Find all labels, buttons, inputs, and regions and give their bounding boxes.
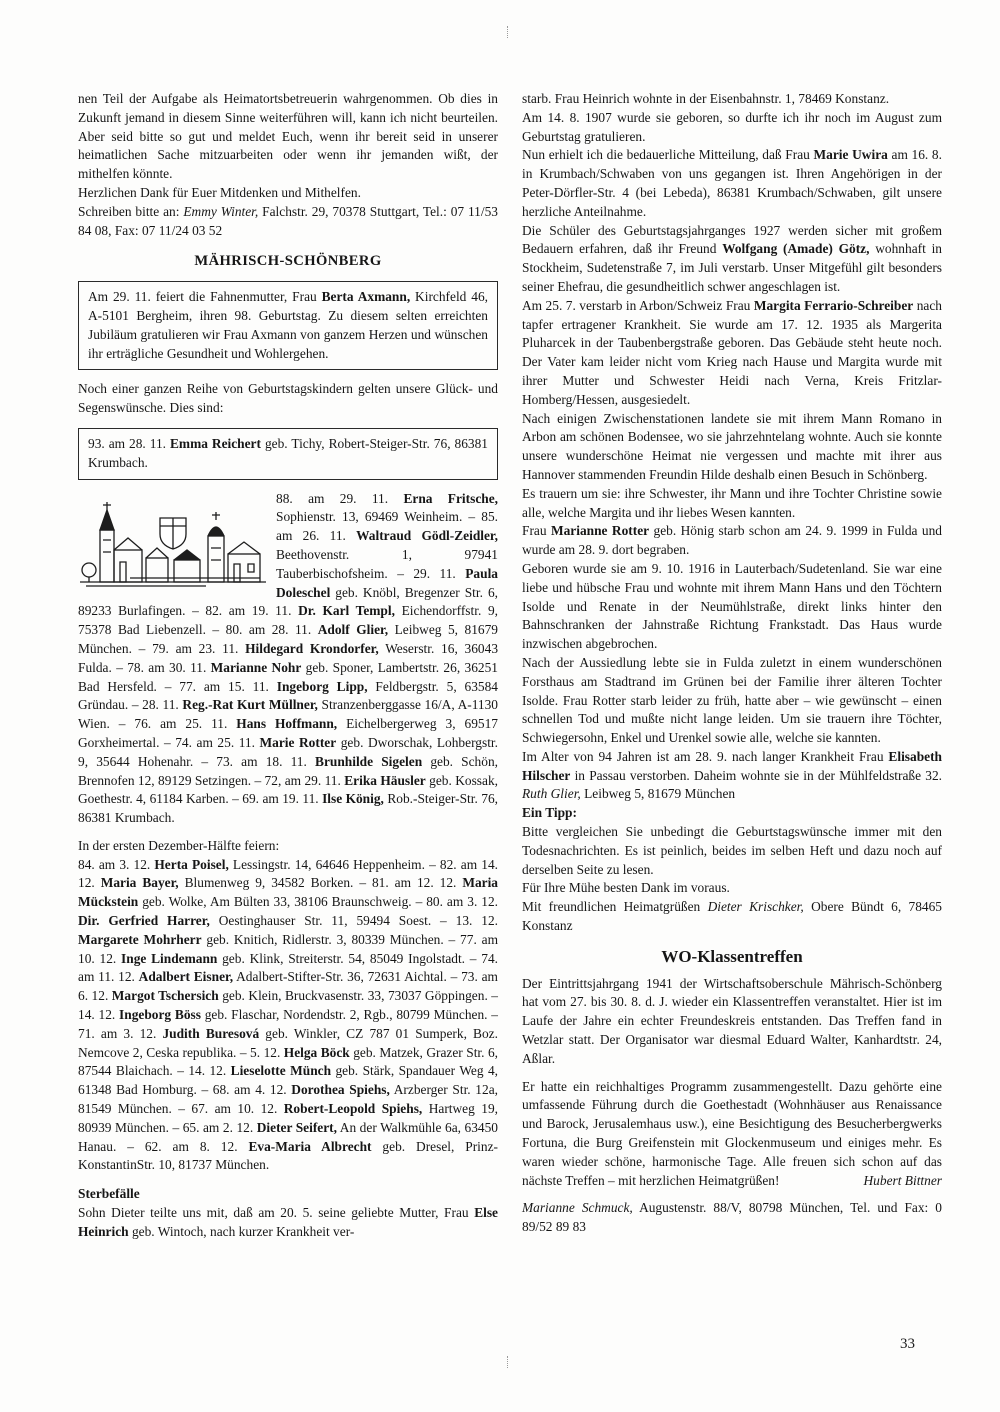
death-notice-paragraph (522, 297, 942, 410)
person-name: Adolf Glier, (317, 622, 389, 638)
text-run: in Passau verstorben. Daheim wohnte sie in der Mühlfeldstraße 32. (570, 767, 942, 783)
text-run: Er hatte ein reichhaltiges Programm zusammengestellt. Dazu gehörte eine umfassende Führung durch die Goethestadt (Wohnhäuser aus Renaissance und Barock, Jerusalemhaus usw.), eine Besichtigung des Besucherbergwerks Fortuna, die Burg Greifenstein mit Glockenmuseum und einiges mehr. Es waren wieder schöne, harmonische Tage. Alle freuen sich schon auf das nächste Treffen – mit herzlichen Heimatgrüßen! (522, 1078, 942, 1188)
death-notice-paragraph (522, 654, 942, 748)
text-run: Leibweg 5, 81679 München (580, 786, 736, 802)
text-run: Augustenstr. 88/V, 80798 München, Tel. und Fax: 0 89/52 89 83 (522, 1200, 942, 1235)
birthday-list-intro (78, 380, 498, 418)
death-notice-paragraph (522, 748, 942, 804)
text-run: Weserstr. 16, 36043 Fulda. – 78. am 30. 11. (78, 640, 499, 675)
person-name: Erna Fritsche, (403, 490, 499, 506)
text-run: Arzberger Str. 12a, 81549 München. – 67. am 10. 12. (78, 1082, 498, 1117)
december-intro (78, 837, 498, 856)
text-run: Am 29. 11. feiert die Fahnenmutter, Frau (88, 289, 322, 305)
print-registration-mark-top (507, 26, 508, 38)
wo-signature (522, 1199, 942, 1237)
person-name: Else Heinrich (78, 1205, 498, 1239)
tipp-paragraph-1 (522, 823, 942, 879)
person-name: Margarete Mohrherr (78, 931, 202, 947)
text-run: Feldbergstr. 5, 63584 Gründau. – 28. 11. (78, 678, 499, 713)
person-name: Reg.-Rat Kurt Müllner, (182, 697, 318, 713)
text-run: 93. am 28. 11. (88, 435, 170, 451)
text-run: In der ersten Dezember-Hälfte feiern: (78, 837, 280, 853)
left-column (78, 90, 498, 1242)
text-run: Hartweg 19, 80939 München. – 65. am 2. 12. (78, 1101, 498, 1135)
person-name: Herta Poisel, (154, 856, 229, 872)
person-name: Dieter Seifert, (256, 1119, 337, 1135)
text-run: 84. am 3. 12. (78, 856, 155, 872)
text-run: geb. Wolke, Am Bülten 33, 38106 Braunschweig. – 80. am 3. 12. (138, 894, 498, 910)
town-engraving-illustration (78, 492, 268, 588)
death-notice-paragraph (522, 560, 942, 654)
text-run: Beethovenstr. 1, 97941 Tauberbischofsheim. – 29. 11. (276, 546, 498, 581)
person-name: Ingeborg Böss (119, 1007, 201, 1023)
person-name: Robert-Leopold Spiehs, (283, 1101, 423, 1117)
person-name: Wolfgang (Amade) Götz, (722, 241, 870, 257)
text-run: geb. Knöbl, Bregenzer Str. 6, 89233 Burlafingen. – 82. am 19. 11. (78, 584, 498, 619)
person-name: Marie Rotter (259, 734, 337, 750)
person-name: Emma Reichert (169, 435, 261, 451)
person-name: Margita Ferrario-Schreiber (753, 297, 914, 313)
person-name: Waltraud Gödl-Zeidler, (356, 528, 498, 544)
text-run: geb. Knitich, Ridlerstr. 3, 80339 München. – 77. am 10. 12. (78, 931, 498, 966)
text-run: geb. Stärk, Spandauer Weg 4, 61348 Bad Homburg. – 68. am 4. 12. (78, 1063, 498, 1098)
italic-text: Hubert Bittner (863, 1172, 942, 1188)
person-name: Ilse König, (322, 791, 384, 807)
person-name: Hans Hoffmann, (236, 716, 338, 732)
text-run: Nach einigen Zwischenstationen landete sie mit ihrem Mann Romano in Arbon am schönen Bodensee, wo sie jahrzehntelang wohnte. Auch sie konnte unsere wunderschöne Heimat nie vergessen und machte mit ihrer aus Hannover stammenden Freundin Hilde deshalb einen Besuch in Schönberg. (522, 410, 942, 482)
text-run: Stranzenberggasse 16/A, A-1130 Wien. – 76. am 25. 11. (78, 697, 498, 732)
person-name: Marianne Rotter (550, 523, 650, 539)
death-notice-paragraph (522, 222, 942, 297)
text-run: Lessingstr. 14, 64646 Heppenheim. – 82. am 14. 12. (78, 856, 498, 891)
text-run: Nach der Aussiedlung lebte sie in Fulda zuletzt in einem wunderschönen Forsthaus am Stadtrand im Grünen bei der Familie ihrer älteren Tochter Isolde. Frau Rotter starb leider zu früh, hatte aber – wie gewünscht – einen schnellen Tod und mußte nicht lange leiden. Um sie trauern ihre Töchter, Schwiegersohn, Enkel und Urenkel sowie alle, welche sie kannten. (522, 654, 942, 746)
text-run: wohnhaft in Stockheim, Sudetenstraße 7, im Juli verstarb. Unser Mitgefühl gilt besonders seiner Ehefrau, die gesundheitlich schwer angeschlagen ist. (522, 241, 942, 294)
person-name: Dir. Gerfried Harrer, (78, 913, 210, 929)
death-notice-paragraph (522, 146, 942, 221)
text-run: Eichelbergerweg 3, 69517 Gorxheimertal. – 74. am 25. 11. (78, 716, 498, 750)
person-name: Marianne Nohr (210, 659, 302, 675)
person-name: Helga Böck (283, 1044, 350, 1060)
text-run: Die Schüler des Geburtstagsjahrganges 1927 werden sicher mit großem Bedauern erfahren, daß ihr Freund (522, 222, 942, 257)
text-run: Sophienstr. 13, 69469 Weinheim. – 85. am 26. 11. (276, 509, 498, 544)
two-column-layout (78, 90, 942, 1242)
text-run: geb. Flaschar, Nordendstr. 2, Rgb., 80799 München. – 71. am 3. 12. (78, 1007, 498, 1041)
person-name: Eva-Maria Albrecht (248, 1138, 372, 1154)
person-name: Brunhilde Sigelen (315, 753, 423, 769)
text-run: Bitte vergleichen Sie unbedingt die Geburtstagswünsche immer mit den Todesnachrichten. Es ist peinlich, beides im selben Heft und dazu noch auf derselben Seite zu lesen. (522, 824, 942, 877)
section-heading-maehrisch-schoenberg: MÄHRISCH-SCHÖNBERG (194, 253, 382, 270)
italic-text: Dieter Krischker, (707, 899, 804, 915)
text-run: geb. Sponer, Lambertstr. 26, 36251 Bad Hersfeld. – 77. am 15. 11. (78, 659, 498, 694)
death-notice-paragraph (522, 522, 942, 560)
text-run: Obere Bündt 6, 78465 Konstanz (522, 899, 942, 934)
text-run: geb. Winkler, CZ 787 01 Sumperk, Boz. Nemcove 2, Ceska republika. – 5. 12. (78, 1025, 498, 1060)
text-run: geb. Kossak, Goethestr. 4, 61184 Karben. – 69. am 19. 11. (78, 772, 498, 807)
text-run: 88. am 29. 11. (276, 490, 404, 506)
person-name: Maria Mückstein (78, 875, 499, 910)
person-name: Maria Bayer, (100, 875, 179, 891)
text-run: geb. Klink, Streiterstr. 54, 85049 Ingolstadt. – 74. am 11. 12. (78, 950, 499, 985)
text-run: nach tapfer ertragener Krankheit. Sie wurde am 17. 12. 1935 als Margerita Pluharcek in der Taubenbergstraße geboren. Das Gebäude steht heute noch. Der Vater kam leider nicht vom Krieg nach Hause und Margita wurde mit ihrer Mutter und Schwester Heidi nach Verna, Kreis Fritzlar-Homberg/Hessen, ausgesiedelt. (522, 297, 942, 407)
text-run: Für Ihre Mühe besten Dank im voraus. (522, 880, 730, 896)
tipp-paragraph-2 (522, 879, 942, 898)
text-run: geb. Schön, Brennofen 12, 89129 Setzingen. – 72, am 29. 11. (78, 753, 498, 788)
text-run: starb. Frau Heinrich wohnte in der Eisenbahnstr. 1, 78469 Konstanz. (522, 91, 890, 106)
death-notice-paragraph (522, 109, 942, 147)
person-name: Marie Uwira (813, 147, 888, 163)
text-run: Noch einer ganzen Reihe von Geburtstagskindern gelten unsere Glück- und Segenswünsche. Dies sind: (78, 381, 498, 416)
text-run: Herzlichen Dank für Euer Mitdenken und Mithelfen. (78, 184, 361, 200)
wo-paragraph-1 (522, 975, 942, 1069)
text-run: Falchstr. 29, 70378 Stuttgart, Tel.: 07 11/53 84 08, Fax: 07 11/24 03 52 (78, 203, 498, 238)
intro-paragraph (78, 90, 498, 184)
wo-klassentreffen-heading: WO-Klassentreffen (661, 946, 803, 966)
death-notice-paragraph (522, 485, 942, 523)
person-name: Hildegard Krondorfer, (245, 640, 379, 656)
tipp-signature (522, 898, 942, 936)
text-run: Der Eintrittsjahrgang 1941 der Wirtschaftsoberschule Mährisch-Schönberg hat vom 27. bis 30. 8. d. J. wieder ein Klassentreffen veranstaltet. Hier ist im Laufe der Jahre ein echter Freundeskreis entstanden. Das Treffen fand in Wetzlar statt. Der Organisator war diesmal Eduard Walter, Kanhardtstr. 24, Aßlar. (522, 975, 942, 1066)
text-run: Geboren wurde sie am 9. 10. 1916 in Lauterbach/Sudetenland. Sie war eine liebe und hübsche Frau und wohnte mit ihrem Mann Hans und den Töchtern Isolde und Renate in der Neumühlstraße, direkt links hinter den Bahnschranken der Jahnstraße Richtung Frankstadt. Das Haus wurde inzwischen abgebrochen. (522, 560, 942, 652)
text-run: geb. Matzek, Grazer Str. 6, 87544 Blaichach. – 14. 12. (78, 1044, 498, 1079)
italic-text: Emmy Winter, (183, 203, 259, 219)
death-notice-paragraph (522, 90, 942, 109)
birthday-box-reichert (78, 428, 498, 480)
page-number: 33 (900, 1336, 915, 1352)
birthday-box-axmann-text (88, 288, 488, 363)
text-run: Schreiben bitte an: (78, 203, 184, 219)
text-run: Es trauern um sie: ihre Schwester, ihr Mann und ihre Tochter Christine sowie alle, welche Margita und ihr liebes Wesen kannten. (522, 485, 942, 520)
text-run: geb. Hönig starb schon am 24. 9. 1999 in Fulda und wurde am 28. 9. dort begraben. (522, 523, 942, 558)
print-registration-mark-bottom (507, 1356, 508, 1368)
person-name: Elisabeth Hilscher (522, 748, 942, 783)
person-name: Paula Doleschel (276, 565, 498, 600)
text-run: Nun erhielt ich die bedauerliche Mitteilung, daß Frau (522, 147, 814, 163)
text-run: geb. Wintoch, nach kurzer Krankheit ver- (128, 1223, 355, 1239)
text-run: nen Teil der Aufgabe als Heimatortsbetreuerin wahrgenommen. Ob dies in Zukunft jemand in diesem Sinne weiterführen will, kann ich nicht beurteilen. Aber seid bitte so gut und meldet Euch, wenn ihr bereit seid in unserer heimatlichen Sache mitzuarbeiten oder wenn ihr jemanden wißt, der mithelfen könnte. (78, 91, 498, 182)
death-notice-paragraph (522, 410, 942, 485)
birthdays-december-paragraph (78, 856, 498, 1176)
text-run: Rob.-Steiger-Str. 76, 86381 Krumbach. (78, 791, 498, 826)
text-run: Sohn Dieter teilte uns mit, daß am 20. 5. seine geliebte Mutter, Frau (78, 1205, 475, 1221)
wo-paragraph-2 (522, 1078, 942, 1191)
person-name: Erika Häusler (344, 772, 426, 788)
italic-text: Marianne Schmuck, (522, 1200, 633, 1216)
text-run: Im Alter von 94 Jahren ist am 28. 9. nach langer Krankheit Frau (522, 748, 889, 764)
italic-text: Ruth Glier, (522, 786, 581, 802)
text-run: geb. Dresel, Prinz-KonstantinStr. 10, 81737 München. (78, 1138, 499, 1173)
text-run: Oestinghauser Str. 11, 59494 Soest. – 13. 12. (209, 913, 498, 929)
person-name: Berta Axmann, (321, 289, 411, 305)
text-run: Frau (522, 523, 551, 539)
thanks-line (78, 184, 498, 203)
text-run: Kirchfeld 46, A-5101 Bergheim, ihren 98. Geburtstag. Zu diesem selten erreichten Jubiläum gratulieren wir Frau Axmann von ganzem Herzen und wünschen ihr erträgliche Gesundheit und Wohlergehen. (88, 289, 488, 361)
person-name: Lieselotte Münch (230, 1063, 332, 1079)
person-name: Inge Lindemann (121, 950, 218, 966)
person-name: Margot Tschersich (111, 988, 219, 1004)
person-name: Adalbert Eisner, (138, 969, 234, 985)
person-name: Dorothea Spiehs, (291, 1082, 390, 1098)
text-run: Leibweg 5, 81679 München. – 79. am 23. 11. (78, 622, 498, 656)
text-run: Eichendorffstr. 9, 75378 Bad Liebenzell. – 80. am 28. 11. (78, 603, 498, 638)
text-run: Am 25. 7. verstarb in Arbon/Schweiz Frau (522, 297, 754, 313)
right-column (522, 90, 942, 1242)
death-notice-heinrich (78, 1204, 498, 1242)
text-run: geb. Tichy, Robert-Steiger-Str. 76, 86381 Krumbach. (88, 435, 488, 470)
person-name: Dr. Karl Templ, (298, 603, 395, 619)
text-run: Am 14. 8. 1907 wurde sie geboren, so durfte ich ihr noch im August zum Geburtstag gratulieren. (522, 109, 942, 144)
birthday-box-reichert-text (88, 435, 488, 473)
birthday-box-axmann (78, 281, 498, 370)
text-run: geb. Dworschak, Lohbergstr. 9, 35644 Hohenahr. – 73. am 18. 11. (78, 734, 498, 769)
birthdays-november-paragraph (78, 490, 498, 828)
text-run: Adalbert-Stifter-Str. 36, 72631 Aichtal. – 73. am 6. 12. (78, 969, 498, 1004)
person-name: Ingeborg Lipp, (276, 678, 368, 694)
text-run: An der Walkmühle 6a, 63450 Hanau. – 62. am 8. 12. (78, 1119, 499, 1154)
text-run: geb. Klein, Bruckvasenstr. 33, 73037 Göppingen. – 14. 12. (78, 988, 498, 1023)
text-run: Mit freundlichen Heimatgrüßen (522, 899, 708, 915)
person-name: Judith Buresová (162, 1025, 260, 1041)
deaths-heading: Sterbefälle (78, 1186, 140, 1202)
text-run: Blumenweg 9, 34582 Borken. – 81. am 12. 12. (178, 875, 463, 891)
text-run: am 16. 8. in Krumbach/Schwaben von uns gegangen ist. Ihren Angehörigen in der Peter-Dörfler-Str. 4 (bei Lebeda), 86381 Krumbach/Schwaben, gilt unsere herzliche Anteilnahme. (522, 147, 942, 219)
death-notices (522, 90, 942, 804)
tipp-heading: Ein Tipp: (522, 805, 577, 821)
contact-line (78, 203, 498, 241)
